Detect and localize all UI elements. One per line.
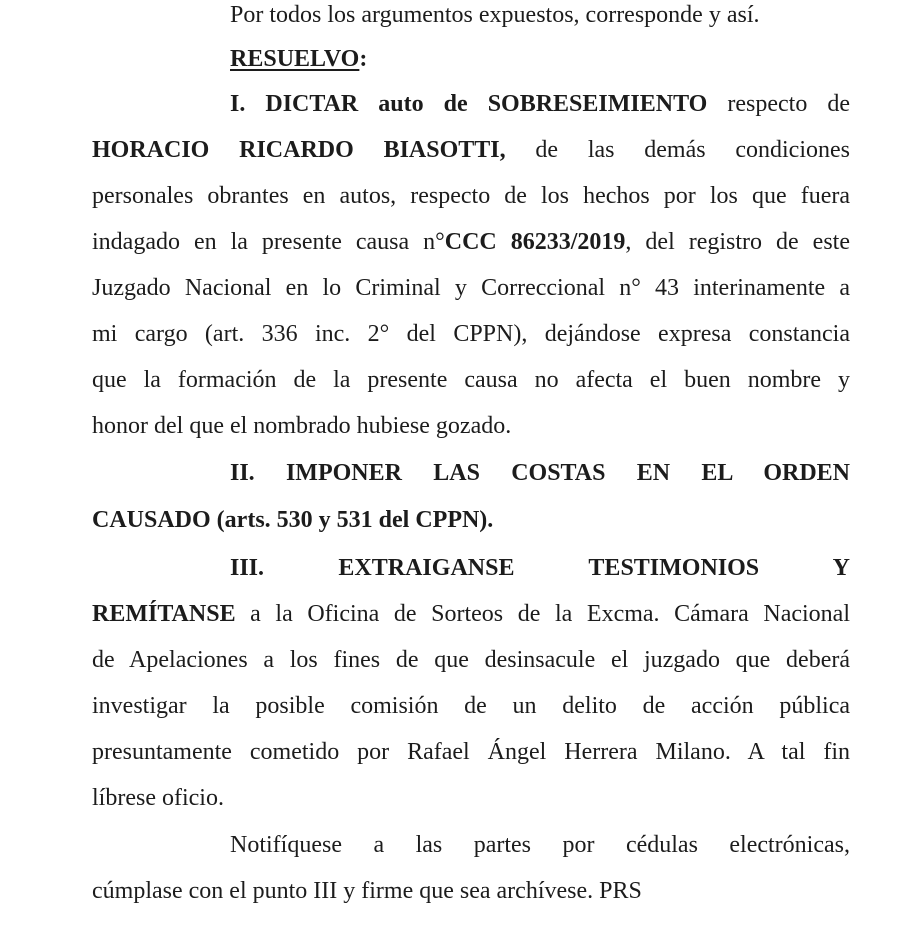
item2-line1: II. IMPONER LAS COSTAS EN EL ORDEN [230, 460, 850, 486]
resuelvo-colon: : [359, 46, 368, 72]
item1-line6: mi cargo (art. 336 inc. 2° del CPPN), dejándose expresa constancia [92, 321, 850, 347]
item1-line7: que la formación de la presente causa no afecta el buen nombre y [92, 367, 850, 393]
item3-line1: III. EXTRAIGANSE TESTIMONIOS Y [230, 555, 850, 581]
item2-line2: CAUSADO (arts. 530 y 531 del CPPN). [92, 507, 494, 533]
item1-line4-post: , del registro de este [625, 229, 850, 255]
item1-line4 [92, 227, 850, 257]
item3-line4: investigar la posible comisión de un delito de acción pública [92, 693, 850, 719]
intro-paragraph [230, 0, 850, 30]
item1-line4-pre: indagado en la presente causa n° [92, 229, 445, 255]
item3-line5: presuntamente cometido por Rafael Ángel Herrera Milano. A tal fin [92, 739, 850, 765]
case-number: CCC 86233/2019 [444, 229, 626, 255]
item1-line8: honor del que el nombrado hubiese gozado. [92, 413, 512, 439]
closing-line1: Notifíquese a las partes por cédulas electrónicas, [230, 832, 850, 858]
closing-line2: cúmplase con el punto III y firme que sea archívese. PRS [92, 878, 642, 904]
item1-lead: I. DICTAR auto de SOBRESEIMIENTO [230, 91, 708, 117]
item1-line1 [230, 89, 850, 119]
item3-line6: líbrese oficio. [92, 785, 224, 811]
defendant-name: HORACIO RICARDO BIASOTTI, [92, 137, 506, 163]
item3-line2-rest: a la Oficina de Sorteos de la Excma. Cámara Nacional [235, 601, 850, 627]
resuelvo-label: RESUELVO [230, 46, 360, 72]
item1-line5: Juzgado Nacional en lo Criminal y Correccional n° 43 interinamente a [92, 275, 850, 301]
item3-line2 [92, 599, 850, 629]
resuelvo-heading [230, 44, 850, 74]
intro-text: Por todos los argumentos expuestos, corresponde y así. [230, 2, 760, 28]
item1-line2 [92, 135, 850, 165]
item1-line3: personales obrantes en autos, respecto de los hechos por los que fuera [92, 183, 850, 209]
item3-remitanse: REMÍTANSE [92, 601, 236, 627]
item1-lead-rest: respecto de [707, 91, 850, 117]
item1-name-rest: de las demás condiciones [505, 137, 850, 163]
item3-line3: de Apelaciones a los fines de que desinsacule el juzgado que deberá [92, 647, 850, 673]
